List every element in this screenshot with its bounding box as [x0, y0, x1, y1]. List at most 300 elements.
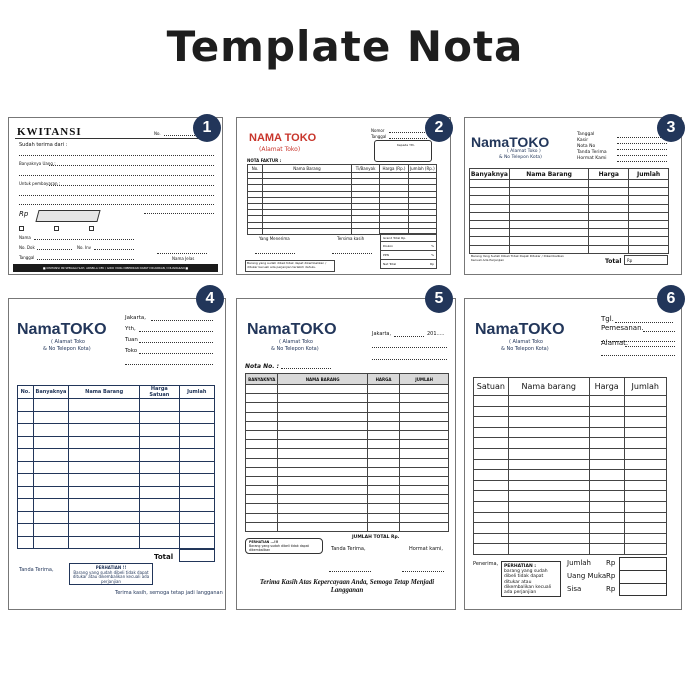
table-cell[interactable] — [624, 417, 666, 428]
table-cell[interactable] — [33, 524, 68, 537]
t4-info-jakarta: Jakarta, — [125, 315, 146, 321]
table-cell[interactable] — [367, 394, 399, 403]
table-cell[interactable] — [248, 228, 263, 234]
t2-sub-net: Net Total — [383, 262, 397, 266]
table-cell[interactable] — [470, 212, 510, 220]
t4-note-box — [69, 563, 153, 585]
table-cell[interactable] — [400, 504, 449, 513]
table-cell[interactable] — [278, 394, 367, 403]
table-cell[interactable] — [508, 470, 589, 481]
table-cell[interactable] — [33, 499, 68, 512]
t4-col-harga: Harga Satuan — [140, 386, 179, 399]
table-cell[interactable] — [33, 461, 68, 474]
t2-pct: % — [431, 244, 434, 248]
table-cell[interactable] — [589, 229, 629, 237]
table-cell[interactable] — [246, 440, 278, 449]
table-cell[interactable] — [69, 474, 140, 487]
table-cell[interactable] — [624, 459, 666, 470]
t5-jakarta: Jakarta, — [372, 331, 392, 337]
table-cell[interactable] — [589, 501, 624, 512]
table-cell[interactable] — [474, 470, 509, 481]
table-row — [18, 449, 215, 462]
table-row — [474, 533, 667, 544]
table-cell[interactable] — [278, 476, 367, 485]
table-cell[interactable] — [624, 491, 666, 502]
table-cell[interactable] — [589, 406, 624, 417]
t3-col-banyak: Banyaknya — [470, 170, 508, 178]
table-cell[interactable] — [278, 421, 367, 430]
table-cell[interactable] — [509, 180, 589, 188]
table-cell[interactable] — [508, 438, 589, 449]
table-cell[interactable] — [624, 427, 666, 438]
table-cell[interactable] — [179, 424, 214, 437]
table-cell[interactable] — [246, 430, 278, 439]
table-cell[interactable] — [179, 411, 214, 424]
table-cell[interactable] — [629, 188, 669, 196]
table-cell[interactable] — [179, 449, 214, 462]
table-cell[interactable] — [33, 436, 68, 449]
table-cell[interactable] — [400, 440, 449, 449]
table-cell[interactable] — [589, 533, 624, 544]
table-cell[interactable] — [474, 417, 509, 428]
table-cell[interactable] — [179, 511, 214, 524]
table-row — [246, 421, 449, 430]
table-cell[interactable] — [367, 403, 399, 412]
table-cell[interactable] — [18, 511, 34, 524]
table-cell[interactable] — [367, 522, 399, 531]
table-cell[interactable] — [508, 480, 589, 491]
t3-info-tanggal: Tanggal — [577, 132, 595, 137]
t2-col-no: No. — [248, 165, 263, 173]
table-cell[interactable] — [140, 536, 179, 549]
t6-phone: & No Telepon Kota) — [501, 346, 549, 352]
table-cell[interactable] — [367, 385, 399, 394]
table-cell[interactable] — [589, 491, 624, 502]
table-cell[interactable] — [140, 499, 179, 512]
badge-4: 4 — [196, 285, 224, 313]
table-row — [246, 430, 449, 439]
table-cell[interactable] — [278, 458, 367, 467]
table-cell[interactable] — [589, 417, 624, 428]
kwitansi-line-1: Sudah terima dari : — [19, 142, 68, 148]
table-cell[interactable] — [624, 480, 666, 491]
table-cell[interactable] — [470, 204, 510, 212]
table-cell[interactable] — [509, 212, 589, 220]
table-cell[interactable] — [246, 476, 278, 485]
badge-5: 5 — [425, 285, 453, 313]
table-cell[interactable] — [589, 480, 624, 491]
table-cell[interactable] — [624, 544, 666, 555]
table-cell[interactable] — [470, 237, 510, 245]
table-row — [18, 436, 215, 449]
table-cell[interactable] — [400, 458, 449, 467]
table-cell[interactable] — [629, 245, 669, 253]
table-cell[interactable] — [474, 396, 509, 407]
table-cell[interactable] — [624, 470, 666, 481]
table-cell[interactable] — [367, 440, 399, 449]
table-row — [470, 188, 669, 196]
table-cell[interactable] — [629, 220, 669, 228]
kwitansi-line-3: Untuk pembayaran : — [19, 181, 61, 186]
table-cell[interactable] — [367, 458, 399, 467]
table-cell[interactable] — [263, 228, 352, 234]
table-cell[interactable] — [140, 461, 179, 474]
table-cell[interactable] — [400, 513, 449, 522]
table-cell[interactable] — [589, 196, 629, 204]
table-cell[interactable] — [508, 417, 589, 428]
table-cell[interactable] — [474, 406, 509, 417]
table-cell[interactable] — [400, 449, 449, 458]
table-cell[interactable] — [246, 421, 278, 430]
table-cell[interactable] — [508, 544, 589, 555]
t3-total-label: Total — [605, 258, 622, 265]
table-cell[interactable] — [33, 474, 68, 487]
kwitansi-field-nodok: No. Dok — [19, 245, 35, 250]
table-cell[interactable] — [589, 459, 624, 470]
table-row — [474, 544, 667, 555]
table-cell[interactable] — [629, 229, 669, 237]
table-cell[interactable] — [470, 180, 510, 188]
table-cell[interactable] — [508, 406, 589, 417]
table-cell[interactable] — [474, 501, 509, 512]
table-cell[interactable] — [470, 220, 510, 228]
table-cell[interactable] — [629, 212, 669, 220]
table-cell[interactable] — [470, 229, 510, 237]
table-cell[interactable] — [246, 385, 278, 394]
table-cell[interactable] — [140, 424, 179, 437]
table-cell[interactable] — [400, 467, 449, 476]
table-cell[interactable] — [624, 533, 666, 544]
kwitansi-amount-box[interactable] — [35, 210, 100, 222]
kwitansi-checkbox[interactable] — [54, 226, 59, 231]
table-cell[interactable] — [246, 522, 278, 531]
table-cell[interactable] — [508, 523, 589, 534]
table-cell[interactable] — [624, 448, 666, 459]
table-cell[interactable] — [140, 524, 179, 537]
table-cell[interactable] — [179, 474, 214, 487]
table-cell[interactable] — [18, 461, 34, 474]
table-row — [246, 440, 449, 449]
table-cell[interactable] — [278, 467, 367, 476]
t4-info-yth: Yth, — [125, 326, 136, 332]
table-cell[interactable] — [246, 394, 278, 403]
table-cell[interactable] — [367, 486, 399, 495]
table-cell[interactable] — [367, 495, 399, 504]
table-cell[interactable] — [18, 524, 34, 537]
table-cell[interactable] — [278, 486, 367, 495]
t5-shop-name: NamaTOKO — [247, 321, 337, 338]
t6-rp: Rp — [606, 559, 616, 567]
t6-sum-uangmuka: Uang Muka — [567, 572, 607, 580]
table-cell[interactable] — [589, 237, 629, 245]
table-cell[interactable] — [624, 438, 666, 449]
table-cell[interactable] — [474, 523, 509, 534]
table-cell[interactable] — [367, 467, 399, 476]
table-cell[interactable] — [589, 204, 629, 212]
t6-address: ( Alamat Toko — [509, 339, 543, 345]
table-cell[interactable] — [509, 196, 589, 204]
table-cell[interactable] — [509, 220, 589, 228]
table-cell[interactable] — [69, 399, 140, 412]
table-cell[interactable] — [33, 536, 68, 549]
table-cell[interactable] — [140, 474, 179, 487]
table-cell[interactable] — [508, 427, 589, 438]
table-cell[interactable] — [69, 511, 140, 524]
t5-note-box — [245, 538, 323, 554]
table-cell[interactable] — [278, 440, 367, 449]
t3-info-hormat: Hormat Kami — [577, 156, 607, 161]
table-cell[interactable] — [400, 385, 449, 394]
table-cell[interactable] — [33, 486, 68, 499]
table-cell[interactable] — [18, 436, 34, 449]
table-cell[interactable] — [246, 486, 278, 495]
kwitansi-line-2: Banyaknya Uang : — [19, 161, 56, 166]
table-cell[interactable] — [470, 188, 510, 196]
table-cell[interactable] — [589, 188, 629, 196]
t3-rp: Rp — [627, 258, 633, 263]
table-cell[interactable] — [400, 421, 449, 430]
table-cell[interactable] — [589, 438, 624, 449]
table-cell[interactable] — [400, 495, 449, 504]
table-cell[interactable] — [18, 449, 34, 462]
kwitansi-heading: KWITANSI — [17, 126, 82, 138]
table-cell[interactable] — [509, 229, 589, 237]
table-row — [246, 467, 449, 476]
table-cell[interactable] — [367, 504, 399, 513]
table-cell[interactable] — [589, 512, 624, 523]
t4-col-jumlah: Jumlah — [179, 386, 214, 399]
t2-col-banyak: Ti/Banyak — [351, 165, 379, 173]
table-cell[interactable] — [179, 461, 214, 474]
table-row — [474, 512, 667, 523]
table-cell[interactable] — [624, 523, 666, 534]
table-cell[interactable] — [179, 524, 214, 537]
table-cell[interactable] — [589, 396, 624, 407]
table-cell[interactable] — [278, 522, 367, 531]
table-cell[interactable] — [179, 399, 214, 412]
table-cell[interactable] — [367, 412, 399, 421]
table-cell[interactable] — [589, 220, 629, 228]
t2-pct: % — [431, 253, 434, 257]
table-cell[interactable] — [589, 212, 629, 220]
kwitansi-field-tanggal: Tanggal — [19, 255, 35, 260]
table-row — [470, 180, 669, 188]
table-cell[interactable] — [278, 385, 367, 394]
table-cell[interactable] — [140, 511, 179, 524]
table-cell[interactable] — [474, 459, 509, 470]
table-cell[interactable] — [509, 204, 589, 212]
table-cell[interactable] — [351, 228, 379, 234]
table-cell[interactable] — [140, 449, 179, 462]
table-cell[interactable] — [278, 513, 367, 522]
table-cell[interactable] — [18, 536, 34, 549]
table-cell[interactable] — [400, 522, 449, 531]
t6-note-box — [501, 561, 561, 597]
table-cell[interactable] — [589, 245, 629, 253]
table-cell[interactable] — [69, 524, 140, 537]
table-cell[interactable] — [508, 448, 589, 459]
table-cell[interactable] — [624, 501, 666, 512]
table-cell[interactable] — [69, 436, 140, 449]
table-cell[interactable] — [367, 421, 399, 430]
t4-total-label: Total — [154, 553, 174, 561]
table-cell[interactable] — [33, 411, 68, 424]
table-cell[interactable] — [474, 448, 509, 459]
table-cell[interactable] — [18, 411, 34, 424]
table-cell[interactable] — [629, 196, 669, 204]
table-cell[interactable] — [474, 480, 509, 491]
table-cell[interactable] — [509, 245, 589, 253]
table-cell[interactable] — [624, 396, 666, 407]
table-row — [18, 411, 215, 424]
table-cell[interactable] — [589, 427, 624, 438]
table-cell[interactable] — [474, 544, 509, 555]
t5-note: Barang yang sudah dibeli tidak dapat dikembalikan — [249, 544, 309, 552]
table-cell[interactable] — [508, 459, 589, 470]
t3-shop-name: NamaTOKO — [471, 134, 550, 150]
t6-sum-box — [619, 557, 667, 596]
t5-items-table — [245, 373, 449, 532]
kwitansi-checkbox[interactable] — [89, 226, 94, 231]
t2-rp: Rp — [430, 262, 434, 266]
t4-address: ( Alamat Toko — [51, 339, 85, 345]
t4-total-box — [179, 549, 215, 562]
table-cell[interactable] — [18, 474, 34, 487]
table-cell[interactable] — [624, 512, 666, 523]
table-cell[interactable] — [246, 504, 278, 513]
table-cell[interactable] — [367, 476, 399, 485]
table-cell[interactable] — [624, 406, 666, 417]
table-cell[interactable] — [179, 536, 214, 549]
table-cell[interactable] — [246, 467, 278, 476]
table-cell[interactable] — [140, 486, 179, 499]
table-cell[interactable] — [400, 486, 449, 495]
table-cell[interactable] — [400, 403, 449, 412]
table-cell[interactable] — [589, 523, 624, 534]
table-cell[interactable] — [508, 533, 589, 544]
table-row — [246, 522, 449, 531]
table-cell[interactable] — [18, 499, 34, 512]
table-cell[interactable] — [18, 424, 34, 437]
table-cell[interactable] — [69, 499, 140, 512]
table-cell[interactable] — [474, 438, 509, 449]
t4-col-banyak: Banyaknya — [33, 386, 68, 399]
t6-col-harga: Harga — [589, 378, 624, 396]
table-cell[interactable] — [278, 430, 367, 439]
table-cell[interactable] — [589, 448, 624, 459]
template-nota-6 — [464, 298, 682, 610]
table-cell[interactable] — [367, 430, 399, 439]
table-cell[interactable] — [179, 486, 214, 499]
template-kwitansi — [8, 117, 223, 275]
table-cell[interactable] — [508, 512, 589, 523]
table-cell[interactable] — [69, 536, 140, 549]
table-row — [470, 212, 669, 220]
table-cell[interactable] — [246, 412, 278, 421]
t6-rp: Rp — [606, 585, 616, 593]
table-cell[interactable] — [400, 430, 449, 439]
table-cell[interactable] — [18, 399, 34, 412]
t5-nota-label: Nota No. : — [245, 363, 280, 370]
table-cell[interactable] — [18, 486, 34, 499]
table-cell[interactable] — [629, 204, 669, 212]
table-cell[interactable] — [140, 436, 179, 449]
table-cell[interactable] — [589, 470, 624, 481]
table-cell[interactable] — [508, 501, 589, 512]
table-cell[interactable] — [367, 513, 399, 522]
t5-year: 201..... — [427, 331, 445, 337]
table-cell[interactable] — [474, 512, 509, 523]
table-cell[interactable] — [278, 449, 367, 458]
table-cell[interactable] — [278, 403, 367, 412]
table-cell[interactable] — [508, 396, 589, 407]
table-cell[interactable] — [509, 188, 589, 196]
table-cell[interactable] — [508, 491, 589, 502]
table-cell[interactable] — [400, 412, 449, 421]
table-cell[interactable] — [179, 499, 214, 512]
table-cell[interactable] — [69, 486, 140, 499]
table-cell[interactable] — [474, 427, 509, 438]
t6-info-alamat: Alamat. — [601, 339, 629, 347]
kwitansi-field-noinv: No. Inv — [77, 245, 91, 250]
table-cell[interactable] — [400, 476, 449, 485]
table-cell[interactable] — [69, 461, 140, 474]
table-cell[interactable] — [470, 196, 510, 204]
table-cell[interactable] — [33, 511, 68, 524]
table-cell[interactable] — [400, 394, 449, 403]
table-cell[interactable] — [509, 237, 589, 245]
table-cell[interactable] — [474, 533, 509, 544]
t3-col-jumlah: Jumlah — [629, 169, 669, 180]
table-cell[interactable] — [470, 245, 510, 253]
t4-items-table — [17, 385, 215, 549]
table-row — [246, 504, 449, 513]
table-cell[interactable] — [33, 424, 68, 437]
table-cell[interactable] — [589, 544, 624, 555]
table-cell[interactable] — [69, 424, 140, 437]
table-cell[interactable] — [33, 399, 68, 412]
table-row — [246, 495, 449, 504]
table-cell[interactable] — [278, 495, 367, 504]
table-row — [246, 476, 449, 485]
table-cell[interactable] — [589, 180, 629, 188]
table-cell[interactable] — [278, 412, 367, 421]
table-cell[interactable] — [33, 449, 68, 462]
table-cell[interactable] — [140, 399, 179, 412]
table-cell[interactable] — [474, 491, 509, 502]
table-cell[interactable] — [69, 449, 140, 462]
table-cell[interactable] — [246, 495, 278, 504]
table-cell[interactable] — [246, 403, 278, 412]
kwitansi-checkbox[interactable] — [19, 226, 24, 231]
t6-col-satuan: Satuan — [474, 378, 509, 396]
table-cell[interactable] — [69, 411, 140, 424]
table-cell[interactable] — [367, 449, 399, 458]
t5-address: ( Alamat Toko — [279, 339, 313, 345]
table-cell[interactable] — [629, 180, 669, 188]
table-cell[interactable] — [179, 436, 214, 449]
t4-info-tuan: Tuan — [125, 337, 138, 343]
table-cell[interactable] — [246, 513, 278, 522]
table-row — [18, 536, 215, 549]
table-cell[interactable] — [140, 411, 179, 424]
table-cell[interactable] — [278, 504, 367, 513]
table-cell[interactable] — [246, 449, 278, 458]
t5-col-jumlah: JUMLAH — [400, 374, 449, 385]
table-cell[interactable] — [629, 237, 669, 245]
t6-sum-jumlah: Jumlah — [567, 559, 591, 567]
table-cell[interactable] — [246, 458, 278, 467]
